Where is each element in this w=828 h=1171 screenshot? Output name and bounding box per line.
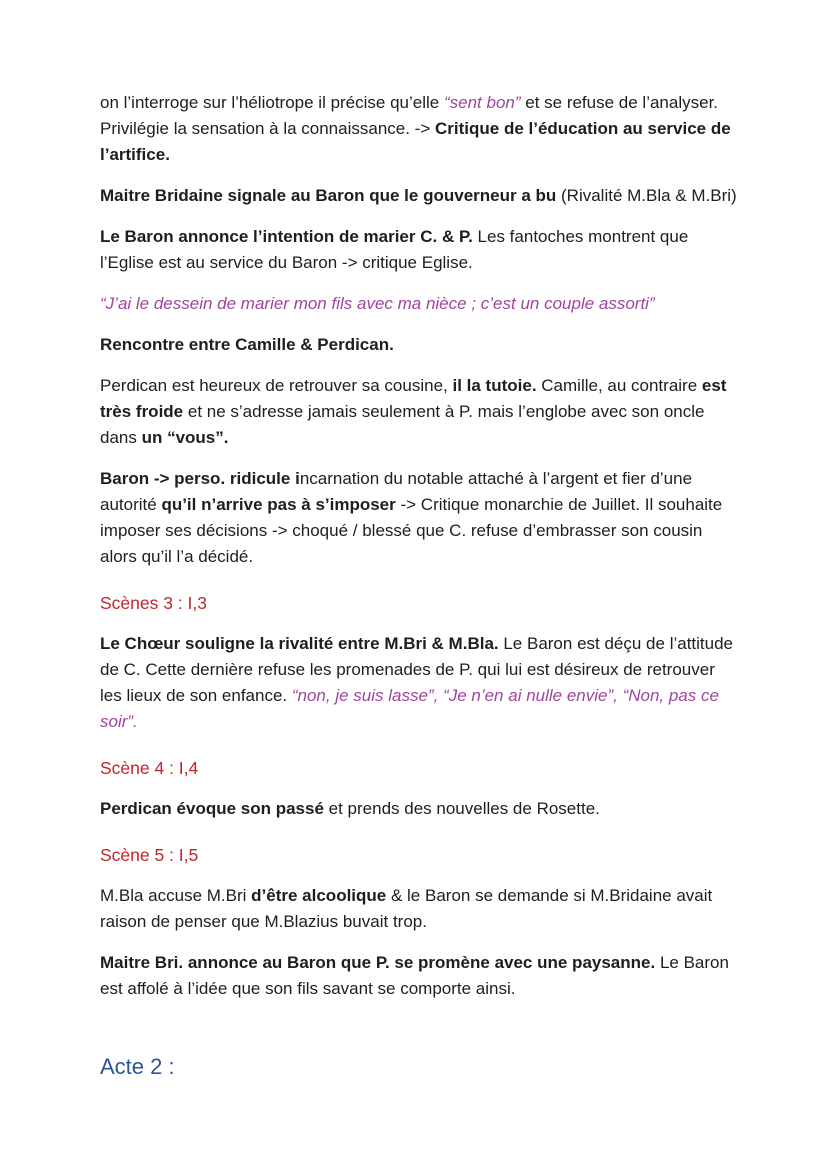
paragraph [100, 291, 740, 317]
text-run: d’être alcoolique [251, 886, 387, 905]
paragraph [100, 950, 740, 1002]
text-run: (Rivalité M.Bla & M.Bri) [556, 186, 737, 205]
text-run: “J’ai le dessein de marier mon fils avec ma nièce ; c’est un couple assorti” [100, 294, 655, 313]
text-run: et ne s’adresse jamais seulement à P. mais l’englobe avec son oncle dans [100, 402, 705, 447]
text-run: Le Baron est déçu de l’attitude de C. Cette dernière refuse les promenades de P. qui lui est désireux de retrouver les lieux de son enfance. [100, 634, 734, 705]
paragraph [100, 183, 740, 209]
paragraph [100, 466, 740, 570]
paragraph [100, 883, 740, 935]
text-run: est très froide [100, 376, 727, 421]
text-run: il la tutoie. [452, 376, 537, 395]
text-run: on l’interroge sur l’héliotrope il précise qu’elle [100, 93, 444, 112]
text-run: un “vous”. [141, 428, 229, 447]
act-heading [100, 1054, 740, 1080]
text-run: Baron -> perso. ridicule i [100, 469, 300, 488]
paragraph [100, 90, 740, 168]
text-run: Scènes 3 : I,3 [100, 593, 208, 613]
text-run: Camille, au contraire [536, 376, 702, 395]
paragraph [100, 796, 740, 822]
text-run: Scène 5 : I,5 [100, 845, 199, 865]
text-run: Perdican est heureux de retrouver sa cousine, [100, 376, 453, 395]
text-run: et se refuse de l’analyser. Privilégie la sensation à la connaissance. -> [100, 93, 719, 138]
paragraph [100, 631, 740, 735]
text-run: -> Critique monarchie de Juillet. Il souhaite imposer ses décisions -> choqué / blessé que C. refuse d’embrasser son cousin alors qu’il l’a décidé. [100, 495, 723, 566]
paragraph [100, 332, 740, 358]
text-run: et prends des nouvelles de Rosette. [323, 799, 600, 818]
text-run: Perdican évoque son passé [100, 799, 324, 818]
text-run: Acte 2 : [100, 1054, 175, 1079]
scene-heading [100, 842, 740, 868]
text-run: “non, je suis lasse”, “Je n’en ai nulle envie”, “Non, pas ce soir”. [100, 686, 719, 731]
text-run: Le Baron est affolé à l’idée que son fils savant se comporte ainsi. [100, 953, 729, 998]
text-run: Rencontre entre Camille & Perdican. [100, 335, 394, 354]
text-run: “sent bon” [443, 93, 521, 112]
text-run: Les fantoches montrent que l’Eglise est au service du Baron -> critique Eglise. [100, 227, 689, 272]
paragraph [100, 224, 740, 276]
paragraph [100, 373, 740, 451]
text-run: & le Baron se demande si M.Bridaine avait raison de penser que M.Blazius buvait trop. [100, 886, 713, 931]
scene-heading [100, 590, 740, 616]
scene-heading [100, 755, 740, 781]
text-run: Le Baron annonce l’intention de marier C. & P. [100, 227, 473, 246]
document-body [100, 90, 740, 1080]
text-run: Critique de l’éducation au service de l’artifice. [100, 119, 731, 164]
text-run: Maitre Bridaine signale au Baron que le gouverneur a bu [100, 186, 557, 205]
text-run: Maitre Bri. annonce au Baron que P. se promène avec une paysanne. [100, 953, 656, 972]
text-run: M.Bla accuse M.Bri [100, 886, 252, 905]
text-run: Scène 4 : I,4 [100, 758, 199, 778]
text-run: Le Chœur souligne la rivalité entre M.Bri & M.Bla. [100, 634, 499, 653]
text-run: ncarnation du notable attaché à l’argent et fier d’une autorité [100, 469, 693, 514]
text-run: qu’il n’arrive pas à s’imposer [161, 495, 396, 514]
